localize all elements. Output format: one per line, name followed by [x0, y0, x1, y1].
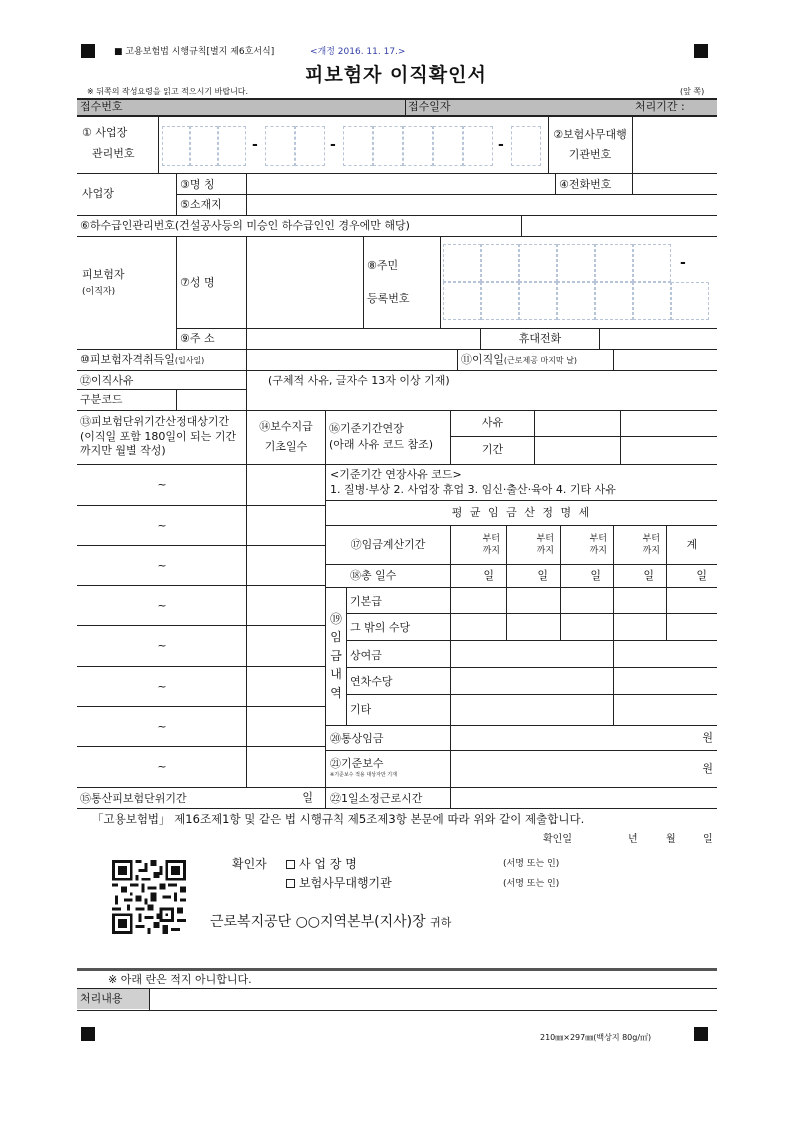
avg-wage-title: 평 균 임 금 산 정 명 세 [451, 506, 592, 520]
checkbox-workplace[interactable] [286, 860, 295, 869]
sign-agency[interactable]: (서명 또는 인) [503, 879, 560, 889]
confirmer-option-agency[interactable]: 보험사무대행기관 [286, 877, 392, 889]
confirm-year[interactable]: 년 [628, 834, 638, 845]
bonus-label: 상여금 [350, 649, 382, 662]
standard-pay-note: ※기준보수 적용 대상자만 기재 [330, 772, 397, 778]
reason-code-label: 구분코드 [80, 393, 123, 406]
registration-mark-top-left [81, 44, 95, 58]
calc-period-3[interactable]: 부터 까지 [589, 533, 607, 556]
reason-note: (구체적 사유, 글자수 13자 이상 기재) [268, 374, 450, 387]
other-allowance-label: 그 밖의 수당 [350, 621, 411, 634]
period-row-3[interactable]: ~ [157, 558, 167, 572]
paper-spec: 210㎜×297㎜(백상지 80g/㎡) [540, 1033, 652, 1042]
period-row-8[interactable]: ~ [157, 759, 167, 773]
qr-code [112, 860, 186, 934]
receipt-bar [77, 98, 717, 115]
extension-codes-title: <기준기간 연장사유 코드> [330, 468, 462, 481]
agency-no-label: ②보험사무대행 기관번호 [553, 128, 627, 161]
mobile-label: 휴대전화 [518, 331, 562, 345]
office-use-field [150, 989, 717, 1009]
mgmt-dash-2: - [330, 137, 336, 153]
days-3[interactable]: 일 [590, 569, 601, 583]
days-2[interactable]: 일 [537, 569, 548, 583]
extension-reason-field-1[interactable] [535, 411, 620, 435]
reason-code-field[interactable] [177, 390, 246, 409]
period-row-4[interactable]: ~ [157, 598, 167, 612]
period-row-6[interactable]: ~ [157, 679, 167, 693]
workplace-address-label: ⑤소재지 [180, 198, 222, 211]
legal-basis: ■ 고용보험법 시행규칙[별지 제6호서식] [114, 47, 275, 57]
ordinary-wage-field[interactable]: 원 [702, 731, 713, 745]
confirm-date-label: 확인일 [543, 834, 572, 845]
extension-reason-field-2[interactable] [621, 411, 717, 435]
reason-detail-field[interactable] [247, 390, 717, 409]
processing-period-label: 처리기간 : [635, 100, 685, 113]
acquired-date-field[interactable] [247, 350, 457, 369]
insured-name-field[interactable] [247, 237, 363, 328]
declaration-text: 「고용보험법」 제16조제1항 및 같은 법 시행규칙 제5조제3항 본문에 따라 위와 같이 제출합니다. [92, 812, 585, 826]
annual-leave-field[interactable] [451, 668, 717, 694]
rrn-label-1: ⑧주민 [367, 259, 399, 272]
workplace-name-field[interactable] [247, 174, 555, 193]
page-title: 피보험자 이직확인서 [305, 64, 487, 86]
workplace-name-label: ③명 칭 [180, 178, 215, 191]
extension-codes-list: 1. 질병·부상 2. 사업장 휴업 3. 임신·출산·육아 4. 기타 사유 [330, 483, 616, 496]
workplace-section-label: 사업장 [82, 187, 114, 201]
calc-period-total: 계 [686, 538, 698, 552]
days-1[interactable]: 일 [483, 569, 494, 583]
rrn-label-2: 등록번호 [367, 292, 410, 305]
confirmer-option-workplace[interactable]: 사 업 장 명 [286, 858, 357, 870]
col16-header: ⑯기준기간연장 (아래 사유 코드 참조) [329, 421, 434, 451]
insured-section-label: 피보험자 (이직자) [82, 267, 125, 298]
extension-period-field-2[interactable] [621, 437, 717, 463]
separated-date-label: ⑪이직일(근로제공 마지막 날) [461, 353, 578, 366]
confirm-day[interactable]: 일 [703, 834, 713, 845]
etc-field[interactable] [451, 695, 717, 725]
other-allowance-fields[interactable] [451, 614, 717, 640]
separated-date-field[interactable] [614, 350, 717, 369]
insured-name-label: ⑦성 명 [180, 276, 215, 289]
daily-hours-field[interactable] [451, 788, 717, 807]
days-total[interactable]: 일 [696, 569, 707, 583]
bonus-field[interactable] [451, 641, 717, 667]
wage-details-side-label: ⑲ 임 금 내 역 [329, 611, 342, 700]
instruction-note: ※ 뒤쪽의 작성요령을 읽고 적으시기 바랍니다. [87, 87, 249, 96]
confirmer-label: 확인자 [232, 857, 267, 871]
extension-reason-label: 사유 [481, 416, 504, 430]
extension-period-field-1[interactable] [535, 437, 620, 463]
subcontractor-field[interactable] [522, 216, 717, 235]
standard-pay-label: ㉑기준보수 [330, 757, 384, 770]
mgmt-dash-3: - [498, 137, 504, 153]
sign-workplace[interactable]: (서명 또는 인) [503, 859, 560, 869]
period-row-7[interactable]: ~ [157, 719, 167, 733]
confirm-month[interactable]: 월 [666, 834, 676, 845]
office-use-note: ※ 아래 란은 적지 아니합니다. [108, 973, 252, 986]
mgmt-no-label: ① 사업장 관리번호 [82, 126, 135, 160]
mgmt-dash-1: - [252, 137, 258, 153]
ordinary-wage-label: ⑳통상임금 [330, 732, 384, 745]
calc-period-2[interactable]: 부터 까지 [536, 533, 554, 556]
workplace-phone-field[interactable] [633, 174, 717, 193]
revision-date: <개정 2016. 11. 17.> [310, 47, 406, 57]
recipient: 근로복지공단 ○○지역본부(지사)장 귀하 [210, 914, 452, 930]
workplace-phone-label: ④전화번호 [559, 178, 612, 191]
mobile-field[interactable] [600, 329, 717, 348]
period-row-1[interactable]: ~ [157, 478, 167, 492]
subcontractor-label: ⑥하수급인관리번호(건설공사등의 미승인 하수급인인 경우에만 해당) [80, 219, 410, 232]
annual-leave-label: 연차수당 [350, 675, 393, 688]
period-row-2[interactable]: ~ [157, 518, 167, 532]
checkbox-agency[interactable] [286, 879, 295, 888]
workplace-address-field[interactable] [247, 195, 717, 214]
col13-header: ⑬피보험단위기간산정대상기간 (이직일 포함 180일이 되는 기간 까지만 월별 작성) [80, 414, 237, 458]
basic-pay-fields[interactable] [451, 588, 717, 613]
calc-period-1[interactable]: 부터 까지 [482, 533, 500, 556]
extension-period-label: 기간 [481, 443, 504, 457]
separation-reason-label: ⑫이직사유 [80, 374, 134, 387]
total-insured-period-label: ⑮통산피보험단위기간 [80, 792, 187, 805]
etc-label: 기타 [350, 703, 372, 716]
registration-mark-top-right [694, 44, 708, 58]
col14-header: ⑭보수지급 기초일수 [259, 420, 313, 453]
registration-mark-bottom-left [81, 1027, 95, 1041]
standard-pay-field[interactable]: 원 [702, 762, 713, 776]
period-row-5[interactable]: ~ [157, 639, 167, 653]
receipt-number-label: 접수번호 [80, 100, 123, 113]
calc-period-4[interactable]: 부터 까지 [642, 533, 660, 556]
registration-mark-bottom-right [694, 1027, 708, 1041]
receipt-date-label: 접수일자 [408, 100, 451, 113]
calc-period-label: ⑰임금계산기간 [350, 538, 426, 552]
page-side: (앞 쪽) [680, 87, 705, 96]
acquired-date-label: ⑩피보험자격취득일(입사일) [80, 353, 205, 366]
insured-address-field[interactable] [247, 329, 480, 348]
total-insured-period-field[interactable]: 일 [302, 791, 313, 805]
basic-pay-label: 기본급 [350, 595, 382, 608]
office-use-label: 처리내용 [80, 992, 123, 1005]
rrn-dash: - [680, 255, 686, 271]
total-days-label: ⑱총 일수 [350, 569, 397, 583]
daily-hours-label: ㉒1일소정근로시간 [330, 792, 423, 805]
insured-address-label: ⑨주 소 [180, 332, 215, 345]
days-4[interactable]: 일 [643, 569, 654, 583]
